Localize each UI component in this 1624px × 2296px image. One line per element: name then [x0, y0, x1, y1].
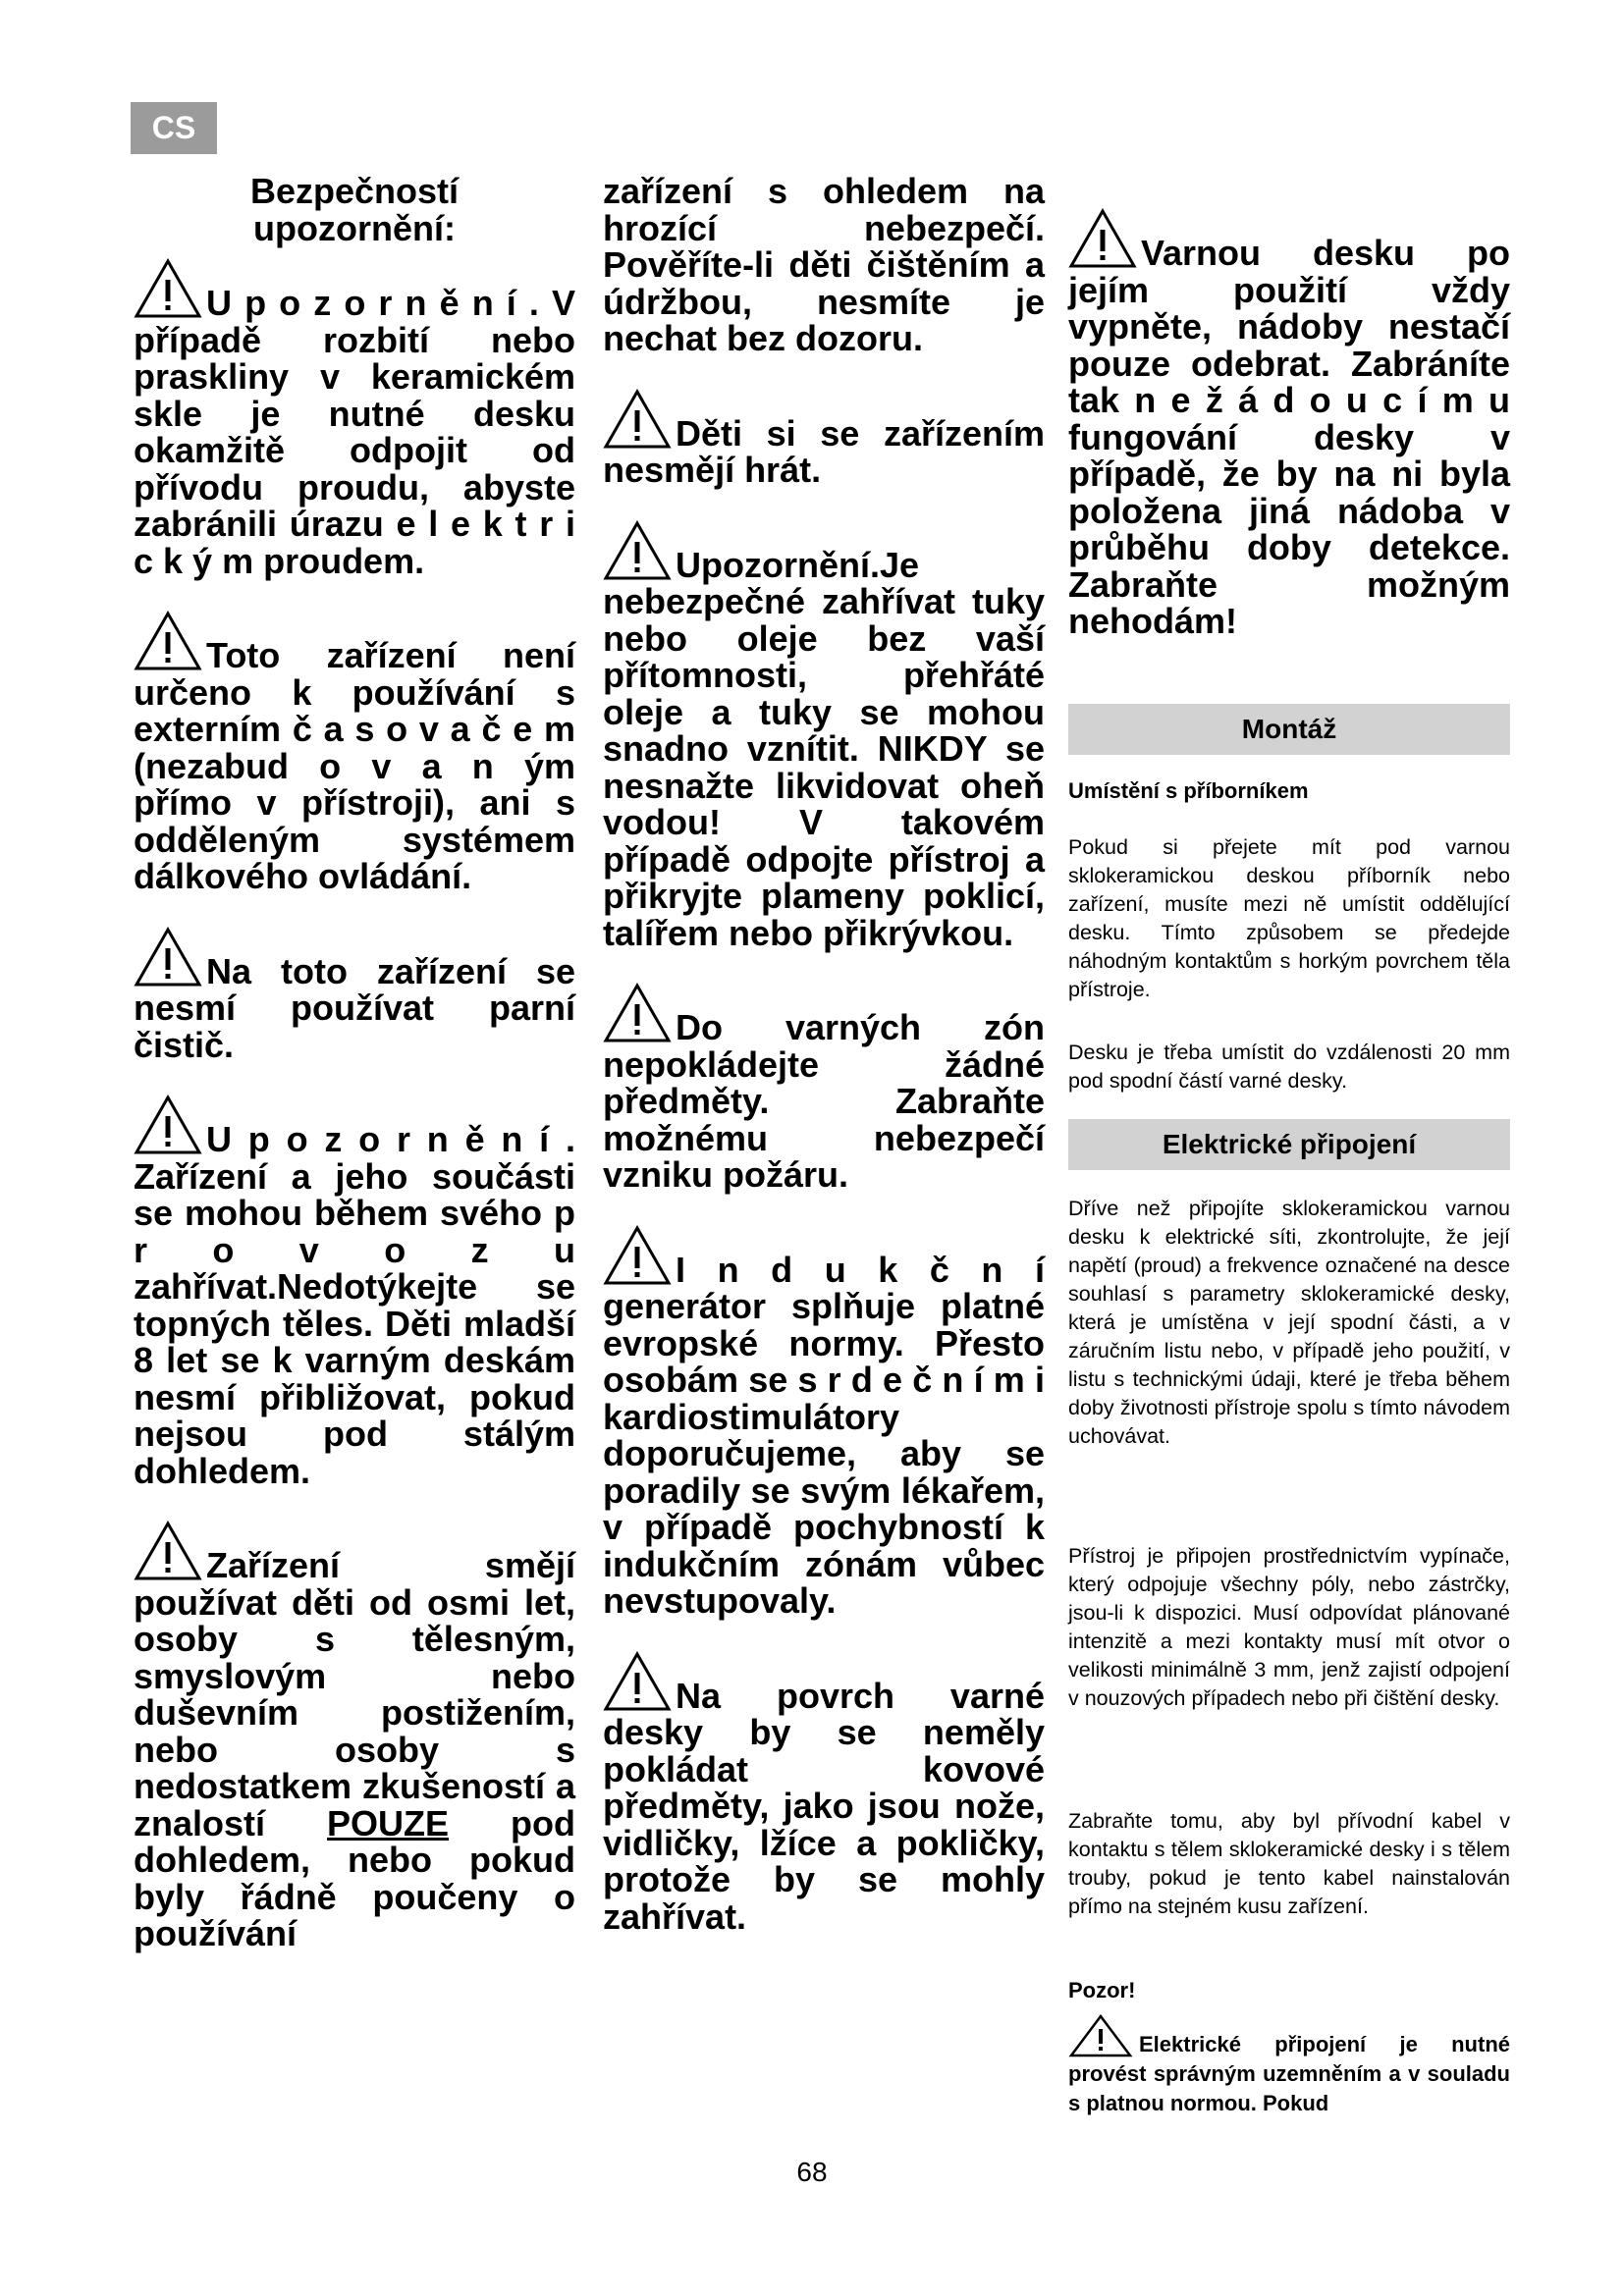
pozor-label: Pozor!: [1068, 1978, 1136, 2002]
warning-triangle-icon: [134, 611, 202, 671]
warning-paragraph: Upozornění.Je nebezpečné zahřívat tuky nebo oleje bez vaší přítomnosti, přehřáté oleje a tuky se mohou snadno vznítit. NIKDY se nesnažte likvidovat oheň vodou! V takovém případě odpojte přístroj a přikryjte plameny poklicí, talířem nebo přikrývkou.: [603, 520, 1045, 952]
warning-paragraph: U p o z o r n ě n í . V případě rozbití nebo praskliny v keramickém skle je nutné desku okamžitě odpojit od přívodu proudu, abyste zabránili úrazu e l e k t r i c k ý m proudem.: [134, 258, 575, 579]
warning-paragraph: Zařízení smějí používat děti od osmi let, osoby s tělesným, smyslovým nebo duševním postižením, nebo osoby s nedostatkem zkušeností a znalostí POUZE pod dohledem, nebo pokud byly řádně poučeny o používání: [134, 1521, 575, 1952]
safety-heading-line1: Bezpečností: [249, 171, 460, 211]
column-1: [134, 173, 575, 1952]
pozor-note: Elektrické připojení je nutné provést správným uzemněním a v souladu s platnou normou. Pokud: [1068, 2014, 1510, 2118]
warning-paragraph: Děti si se zařízením nesmějí hrát.: [603, 389, 1045, 489]
warning-paragraph: Do varných zón nepokládejte žádné předměty. Zabraňte možnému nebezpečí vzniku požáru.: [603, 983, 1045, 1194]
warning-triangle-icon: [603, 1225, 672, 1286]
paragraph-cable: Zabraňte tomu, aby byl přívodní kabel v kontaktu s tělem sklokeramické desky i s tělem trouby, pokud je tento kabel nainstalován přímo na stejném kusu zařízení.: [1068, 1809, 1510, 1918]
column-3: [1068, 208, 1510, 640]
warning-triangle-icon: [134, 258, 202, 319]
paragraph-voltage: Dříve než připojíte sklokeramickou varnou desku k elektrické síti, zkontrolujte, že její napětí (proud) a frekvence označené na desce souhlasí s parametry sklokeramické desky, která je umístěna v její spodní části, a v záručním listu nebo, v případě jeho použití, v listu s technickými údaji, které je třeba během doby životnosti přístroje spolu s tímto návodem uchovávat.: [1068, 1197, 1510, 1448]
continued-paragraph: zařízení s ohledem na hrozící nebezpečí. Pověříte-li děti čištěním a údržbou, nesmíte je nechat bez dozoru.: [603, 171, 1045, 358]
page-number: 68: [796, 2157, 828, 2187]
warning-paragraph: Varnou desku po jejím použití vždy vypněte, nádoby nestačí pouze odebrat. Zabráníte tak n e ž á d o u c í m u fungování desky v případě, že by na ni byla položena jiná nádoba v průběhu doby detekce. Zabraňte možným nehodám!: [1068, 208, 1510, 640]
warning-triangle-icon: [603, 1651, 672, 1712]
section-title-montaz: Montáž: [1068, 704, 1510, 755]
warning-triangle-icon: [1068, 2014, 1133, 2057]
section-title-electrical: Elektrické připojení: [1068, 1119, 1510, 1170]
warning-triangle-icon: [603, 389, 672, 450]
paragraph-cabinet: Pokud si přejete mít pod varnou sklokeramickou deskou příborník nebo zařízení, musíte mezi ně umístit oddělující desku. Tímto způsobem se předejde náhodným kontaktům s horkým povrchem těla přístroje.: [1068, 835, 1510, 1001]
warning-paragraph: Na toto zařízení se nesmí používat parní čistič.: [134, 927, 575, 1064]
language-badge: CS: [131, 102, 217, 154]
paragraph-switch: Přístroj je připojen prostřednictvím vypínače, který odpojuje všechny póly, nebo zástrčky, jsou-li k dispozici. Musí odpovídat plánované intenzitě a mezi kontakty musí mít otvor o velikosti minimálně 3 mm, jenž zajistí odpojení v nouzových případech nebo při čištění desky.: [1068, 1544, 1510, 1710]
subsection-title: Umístění s příborníkem: [1068, 778, 1309, 803]
warning-triangle-icon: [134, 1095, 202, 1155]
emphasis-pouze: POUZE: [327, 1802, 450, 1843]
warning-paragraph: Na povrch varné desky by se neměly pokládat kovové předměty, jako jsou nože, vidličky, lžíce a pokličky, protože by se mohly zahřívat.: [603, 1651, 1045, 1936]
warning-paragraph: Toto zařízení není určeno k používání s externím č a s o v a č e m (nezabud o v a n ým přímo v přístroji), ani s odděleným systémem dálkového ovládání.: [134, 611, 575, 895]
warning-paragraph: I n d u k č n í generátor splňuje platné evropské normy. Přesto osobám se s r d e č n í m i kardiostimulátory doporučujeme, aby se poradily se svým lékařem, v případě pochybností k indukčním zónám vůbec nevstupovaly.: [603, 1225, 1045, 1620]
warning-paragraph: U p o z o r n ě n í . Zařízení a jeho součásti se mohou během svého p r o v o z u zahřívat.Nedotýkejte se topných těles. Děti mladší 8 let se k varným deskám nesmí přibližovat, pokud nejsou pod stálým dohledem.: [134, 1095, 575, 1489]
warning-triangle-icon: [134, 1521, 202, 1581]
safety-heading-line2: upozornění:: [253, 207, 456, 248]
warning-triangle-icon: [603, 520, 672, 581]
paragraph-distance: Desku je třeba umístit do vzdálenosti 20 mm pod spodní částí varné desky.: [1068, 1041, 1510, 1093]
safety-heading: [134, 173, 575, 246]
warning-triangle-icon: [603, 983, 672, 1043]
column-2: [603, 173, 1045, 1935]
warning-triangle-icon: [134, 927, 202, 988]
warning-triangle-icon: [1068, 208, 1137, 269]
